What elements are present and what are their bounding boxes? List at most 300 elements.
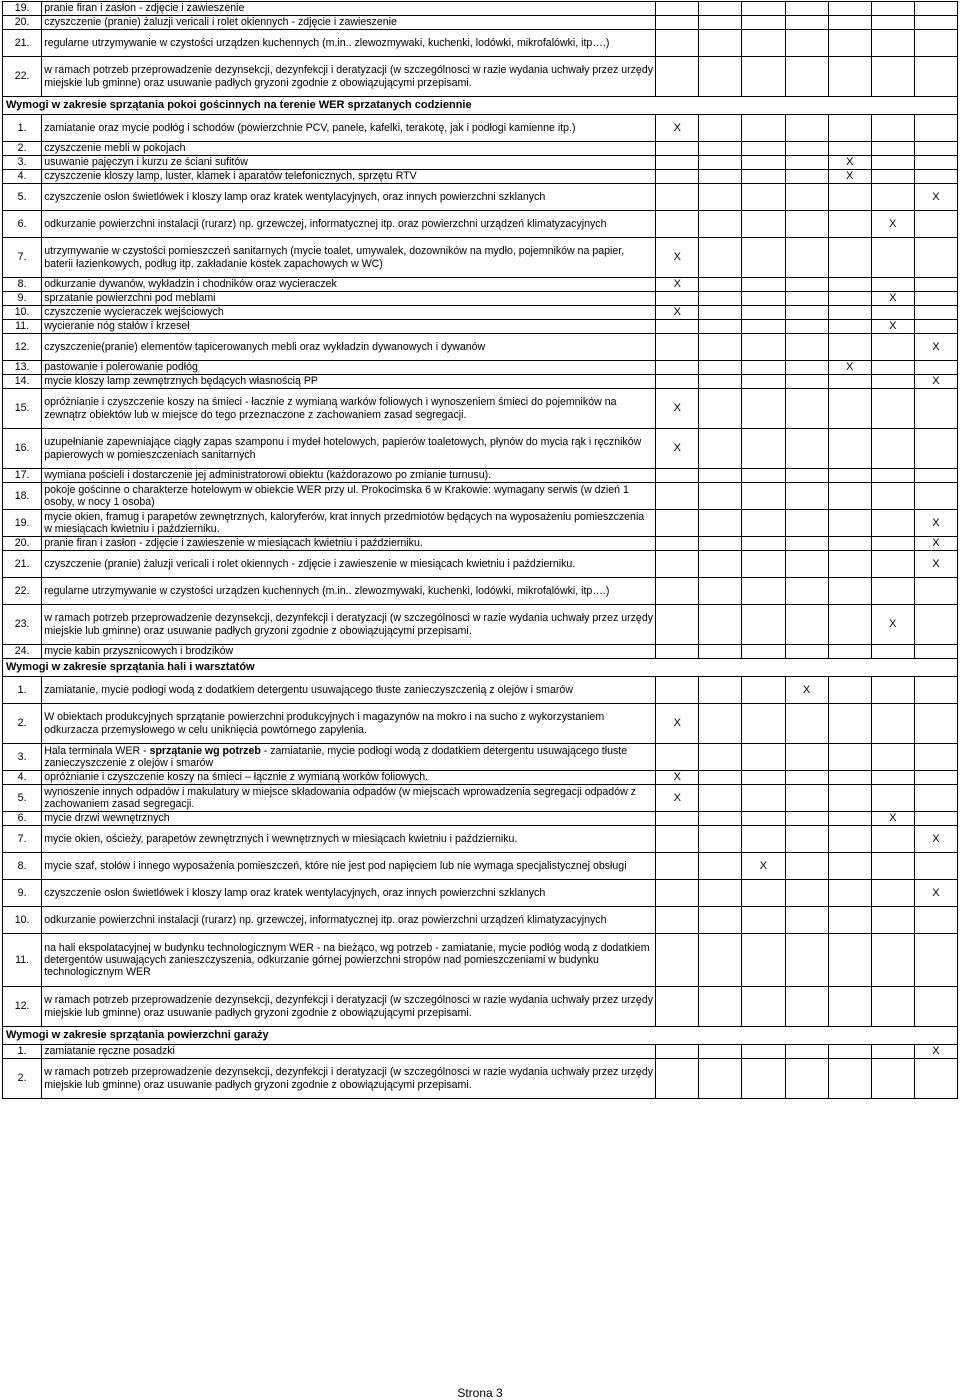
frequency-mark: X: [914, 551, 957, 578]
row-number: 7.: [3, 826, 42, 853]
frequency-cell: [914, 677, 957, 704]
row-number: 1.: [3, 677, 42, 704]
row-description: [42, 744, 656, 771]
row-number: 12.: [3, 987, 42, 1027]
frequency-cell: [914, 115, 957, 142]
section-header-row: [3, 97, 958, 115]
frequency-cell: [656, 156, 699, 170]
description-part: Hala terminala WER -: [44, 744, 150, 757]
requirements-sheet: [2, 1, 958, 1099]
frequency-cell: [785, 1059, 828, 1099]
row-description: mycie kabin przysznicowych i brodzików: [42, 645, 656, 659]
row-number: 13.: [3, 361, 42, 375]
frequency-cell: [656, 812, 699, 826]
frequency-cell: [914, 30, 957, 57]
frequency-cell: [699, 1059, 742, 1099]
frequency-cell: [656, 361, 699, 375]
frequency-mark: X: [656, 771, 699, 785]
frequency-cell: [914, 57, 957, 97]
frequency-cell: [699, 238, 742, 278]
frequency-cell: [742, 771, 785, 785]
frequency-mark: X: [871, 320, 914, 334]
frequency-cell: [699, 334, 742, 361]
frequency-cell: [742, 115, 785, 142]
frequency-mark: X: [871, 812, 914, 826]
frequency-cell: [742, 16, 785, 30]
row-number: 16.: [3, 429, 42, 469]
section-title: Wymogi w zakresie sprzątania pokoi gościnnych na terenie WER sprzatanych codziennie: [3, 97, 958, 115]
frequency-cell: [871, 483, 914, 510]
frequency-cell: [656, 1045, 699, 1059]
row-description: mycie okien, ościeży, parapetów zewnętrznych i wewnętrznych w miesiącach kwietniu i październiku.: [42, 826, 656, 853]
frequency-cell: [742, 156, 785, 170]
frequency-cell: [785, 469, 828, 483]
section-title: Wymogi w zakresie sprzątania powierzchni garaży: [3, 1027, 958, 1045]
frequency-cell: [828, 934, 871, 987]
frequency-cell: [871, 429, 914, 469]
frequency-cell: [742, 429, 785, 469]
frequency-cell: [871, 389, 914, 429]
frequency-cell: [828, 469, 871, 483]
row-number: 22.: [3, 57, 42, 97]
row-number: 20.: [3, 16, 42, 30]
frequency-cell: [785, 785, 828, 812]
frequency-cell: [699, 306, 742, 320]
row-description: czyszczenie kloszy lamp, luster, klamek i aparatów telefonicznych, sprzętu RTV: [42, 170, 656, 184]
row-description: opróżnianie i czyszczenie koszy na śmieci – łącznie z wymianą worków foliowych.: [42, 771, 656, 785]
row-description: sprzatanie powierzchni pod meblami: [42, 292, 656, 306]
frequency-cell: [785, 826, 828, 853]
row-description: czyszczenie wycieraczek wejściowych: [42, 306, 656, 320]
frequency-cell: [785, 30, 828, 57]
frequency-cell: [699, 853, 742, 880]
row-description: na hali ekspolatacyjnej w budynku technologicznym WER - na bieżąco, wg potrzeb - zamiatanie, mycie podłóg wodą z dodatkiem detergentów usuwających zanieszczyszenia, odkurzanie górnej powierzchni stropów nad pomieszczeniami w budynku technologicznym WER: [42, 934, 656, 987]
frequency-cell: [914, 853, 957, 880]
frequency-cell: [785, 771, 828, 785]
frequency-cell: [785, 142, 828, 156]
frequency-cell: [785, 551, 828, 578]
frequency-cell: [699, 605, 742, 645]
frequency-cell: [699, 771, 742, 785]
table-row: [3, 785, 958, 812]
row-number: 3.: [3, 156, 42, 170]
frequency-cell: [656, 880, 699, 907]
frequency-cell: [785, 170, 828, 184]
row-description: opróżnianie i czyszczenie koszy na śmieci - łacznie z wymianą warków foliowych i wynoszeniem śmieci do pojemników na zewnątrz obiektów lub w miejsce do tego przeznaczone z zachowaniem zasad segregacji.: [42, 389, 656, 429]
row-description: pranie firan i zasłon - zdjęcie i zawieszenie: [42, 2, 656, 16]
frequency-cell: [871, 907, 914, 934]
frequency-cell: [742, 469, 785, 483]
row-description: mycie drzwi wewnętrznych: [42, 812, 656, 826]
frequency-cell: [656, 334, 699, 361]
frequency-cell: [785, 1045, 828, 1059]
frequency-cell: [785, 334, 828, 361]
frequency-cell: [914, 934, 957, 987]
row-description: w ramach potrzeb przeprowadzenie dezynsekcji, dezynfekcji i deratyzacji (w szczególnosci w razie wydania uchwały przez urzędy miejskie lub gminne) oraz usuwanie padłych gryzoni zgodnie z obowiązującymi przepisami.: [42, 605, 656, 645]
frequency-cell: [785, 704, 828, 744]
frequency-cell: [742, 2, 785, 16]
row-number: 11.: [3, 320, 42, 334]
row-description: czyszczenie (pranie) żaluzji vericali i rolet okiennych - zdjęcie i zawieszenie: [42, 16, 656, 30]
frequency-cell: [828, 785, 871, 812]
frequency-cell: [828, 744, 871, 771]
frequency-cell: [699, 469, 742, 483]
frequency-cell: [871, 934, 914, 987]
frequency-cell: [871, 278, 914, 292]
row-description: uzupełnianie zapewniające ciągły zapas szamponu i mydeł hotelowych, papierów toaletowych, płynów do mycia rąk i ręczników papierowych w pomieszczeniach sanitarnych: [42, 429, 656, 469]
frequency-cell: [699, 880, 742, 907]
frequency-cell: [742, 744, 785, 771]
frequency-cell: [699, 826, 742, 853]
frequency-cell: [871, 469, 914, 483]
frequency-cell: [828, 1059, 871, 1099]
frequency-cell: [742, 677, 785, 704]
table-row: [3, 880, 958, 907]
frequency-cell: [828, 853, 871, 880]
frequency-cell: [871, 361, 914, 375]
frequency-cell: [742, 320, 785, 334]
frequency-cell: [742, 1045, 785, 1059]
frequency-cell: [828, 306, 871, 320]
frequency-mark: X: [785, 677, 828, 704]
row-number: 8.: [3, 278, 42, 292]
row-description: zamiatanie, mycie podłogi wodą z dodatkiem detergentu usuwającego tłuste zanieczyszczenią z olejów i smarów: [42, 677, 656, 704]
frequency-cell: [785, 987, 828, 1027]
frequency-cell: [699, 537, 742, 551]
table-row: [3, 334, 958, 361]
frequency-cell: [828, 115, 871, 142]
frequency-cell: [742, 278, 785, 292]
frequency-cell: [742, 306, 785, 320]
table-row: [3, 1045, 958, 1059]
frequency-cell: [742, 812, 785, 826]
row-description: mycie okien, framug i parapetów zewnętrznych, kaloryferów, krat innych przedmiotów będących na wyposażeniu pomieszczenia w miesiącach kwietniu i październiku.: [42, 510, 656, 537]
frequency-cell: [699, 812, 742, 826]
row-description: usuwanie pajęczyn i kurzu ze ściani sufitów: [42, 156, 656, 170]
frequency-cell: [699, 987, 742, 1027]
frequency-cell: [871, 578, 914, 605]
frequency-cell: [785, 278, 828, 292]
row-number: 24.: [3, 645, 42, 659]
frequency-cell: [914, 907, 957, 934]
description-emphasis: sprzątanie wg potrzeb: [149, 744, 261, 757]
row-number: 19.: [3, 510, 42, 537]
table-row: [3, 292, 958, 306]
frequency-cell: [785, 16, 828, 30]
frequency-mark: X: [656, 429, 699, 469]
row-description: w ramach potrzeb przeprowadzenie dezynsekcji, dezynfekcji i deratyzacji (w szczególnosci w razie wydania uchwały przez urzędy miejskie lub gminne) oraz usuwanie padłych gryzoni zgodnie z obowiązującymi przepisami.: [42, 1059, 656, 1099]
row-number: 10.: [3, 306, 42, 320]
frequency-cell: [914, 278, 957, 292]
frequency-cell: [742, 292, 785, 306]
frequency-cell: [742, 645, 785, 659]
row-description: wymiana pościeli i dostarczenie jej administratorowi obiektu (każdorazowo po zmianie turnusu).: [42, 469, 656, 483]
frequency-cell: [699, 1045, 742, 1059]
frequency-cell: [828, 278, 871, 292]
frequency-cell: [656, 744, 699, 771]
row-description: odkurzanie powierzchni instalacji (rurarz) np. grzewczej, informatycznej itp. oraz powierzchni urządzeń klimatyzacyjnych: [42, 907, 656, 934]
row-description: w ramach potrzeb przeprowadzenie dezynsekcji, dezynfekcji i deratyzacji (w szczególnosci w razie wydania uchwały przez urzędy miejskie lub gminne) oraz usuwanie padłych gryzoni zgodnie z obowiązującymi przepisami.: [42, 987, 656, 1027]
frequency-cell: [828, 645, 871, 659]
table-row: [3, 211, 958, 238]
frequency-cell: [742, 551, 785, 578]
frequency-mark: X: [871, 605, 914, 645]
frequency-cell: [699, 934, 742, 987]
table-row: [3, 645, 958, 659]
frequency-cell: [742, 57, 785, 97]
frequency-cell: [871, 184, 914, 211]
frequency-cell: [914, 469, 957, 483]
frequency-cell: [699, 429, 742, 469]
frequency-cell: [828, 880, 871, 907]
frequency-cell: [871, 238, 914, 278]
frequency-cell: [785, 605, 828, 645]
row-description: wycieranie nóg stałów i krzeseł: [42, 320, 656, 334]
frequency-cell: [656, 211, 699, 238]
frequency-cell: [914, 292, 957, 306]
row-number: 12.: [3, 334, 42, 361]
frequency-cell: [742, 389, 785, 429]
row-description: zamiatanie oraz mycie podłóg i schodów (powierzchnie PCV, panele, kafelki, terakotę, jak i podłogi kamienne itp.): [42, 115, 656, 142]
frequency-cell: [914, 744, 957, 771]
table-row: [3, 605, 958, 645]
frequency-cell: [742, 30, 785, 57]
frequency-cell: [914, 306, 957, 320]
frequency-cell: [699, 785, 742, 812]
frequency-cell: [914, 16, 957, 30]
frequency-cell: [656, 483, 699, 510]
frequency-cell: [871, 510, 914, 537]
frequency-cell: [785, 744, 828, 771]
frequency-cell: [828, 334, 871, 361]
row-number: 5.: [3, 785, 42, 812]
frequency-cell: [871, 826, 914, 853]
frequency-mark: X: [828, 361, 871, 375]
frequency-cell: [914, 704, 957, 744]
frequency-cell: [871, 853, 914, 880]
page-footer: Strona 3: [457, 1386, 503, 1400]
frequency-cell: [742, 142, 785, 156]
frequency-cell: [785, 184, 828, 211]
frequency-cell: [828, 677, 871, 704]
frequency-mark: X: [914, 334, 957, 361]
row-description: zamiatanie ręczne posadzki: [42, 1045, 656, 1059]
frequency-cell: [699, 278, 742, 292]
frequency-cell: [785, 429, 828, 469]
table-row: [3, 704, 958, 744]
frequency-cell: [871, 645, 914, 659]
table-row: [3, 677, 958, 704]
frequency-cell: [656, 934, 699, 987]
table-row: [3, 469, 958, 483]
row-description: mycie kloszy lamp zewnętrznych będących własnością PP: [42, 375, 656, 389]
row-number: 20.: [3, 537, 42, 551]
row-description: odkurzanie powierzchni instalacji (rurarz) np. grzewczej, informatycznej itp. oraz powierzchni urządzeń klimatyzacyjnych: [42, 211, 656, 238]
frequency-cell: [914, 142, 957, 156]
frequency-cell: [656, 170, 699, 184]
frequency-cell: [656, 1059, 699, 1099]
frequency-cell: [828, 483, 871, 510]
row-description: mycie szaf, stołów i innego wyposażenia pomieszczeń, które nie jest pod napięciem lub nie wymaga specjalistycznej obsługi: [42, 853, 656, 880]
frequency-cell: [828, 551, 871, 578]
table-row: [3, 853, 958, 880]
frequency-cell: [828, 771, 871, 785]
table-row: [3, 987, 958, 1027]
frequency-cell: [828, 537, 871, 551]
frequency-cell: [871, 170, 914, 184]
frequency-cell: [699, 645, 742, 659]
table-row: [3, 537, 958, 551]
table-row: [3, 156, 958, 170]
frequency-cell: [828, 142, 871, 156]
table-row: [3, 115, 958, 142]
row-number: 6.: [3, 211, 42, 238]
row-description: czyszczenie (pranie) żaluzji vericali i rolet okiennych - zdjęcie i zawieszenie w miesiącach kwietniu i październiku.: [42, 551, 656, 578]
frequency-cell: [785, 812, 828, 826]
frequency-cell: [656, 375, 699, 389]
frequency-cell: [785, 211, 828, 238]
frequency-cell: [699, 677, 742, 704]
frequency-cell: [914, 320, 957, 334]
frequency-cell: [828, 1045, 871, 1059]
frequency-cell: [656, 907, 699, 934]
row-number: 7.: [3, 238, 42, 278]
frequency-cell: [785, 306, 828, 320]
frequency-cell: [656, 16, 699, 30]
frequency-cell: [871, 334, 914, 361]
frequency-cell: [914, 389, 957, 429]
table-row: [3, 510, 958, 537]
frequency-cell: [871, 306, 914, 320]
frequency-mark: X: [871, 211, 914, 238]
frequency-cell: [742, 361, 785, 375]
frequency-cell: [699, 142, 742, 156]
table-row: [3, 142, 958, 156]
frequency-cell: [828, 57, 871, 97]
frequency-cell: [656, 57, 699, 97]
table-row: [3, 184, 958, 211]
row-number: 21.: [3, 551, 42, 578]
row-number: 9.: [3, 880, 42, 907]
frequency-cell: [742, 510, 785, 537]
row-number: 21.: [3, 30, 42, 57]
row-number: 4.: [3, 771, 42, 785]
frequency-cell: [656, 2, 699, 16]
table-row: [3, 578, 958, 605]
frequency-cell: [871, 57, 914, 97]
row-description: regularne utrzymywanie w czystości urządzen kuchennych (m.in.. zlewozmywaki, kuchenki, lodówki, mikrofalówki, itp….): [42, 578, 656, 605]
frequency-cell: [871, 142, 914, 156]
frequency-mark: X: [914, 375, 957, 389]
frequency-cell: [871, 375, 914, 389]
table-row: [3, 551, 958, 578]
frequency-cell: [828, 184, 871, 211]
frequency-cell: [871, 1059, 914, 1099]
row-description: odkurzanie dywanów, wykładzin i chodników oraz wycieraczek: [42, 278, 656, 292]
cleaning-requirements-table: [2, 1, 958, 1099]
row-number: 14.: [3, 375, 42, 389]
frequency-cell: [742, 170, 785, 184]
frequency-cell: [871, 987, 914, 1027]
frequency-cell: [742, 704, 785, 744]
row-description: pokoje gościnne o charakterze hotelowym w obiekcie WER przy ul. Prokocimska 6 w Krakowie: wymagany serwis (w dzień 1 osoby, w nocy 1 osoba): [42, 483, 656, 510]
frequency-cell: [742, 934, 785, 987]
frequency-mark: X: [828, 156, 871, 170]
row-number: 19.: [3, 2, 42, 16]
frequency-cell: [871, 744, 914, 771]
frequency-cell: [656, 292, 699, 306]
frequency-cell: [699, 704, 742, 744]
frequency-cell: [699, 2, 742, 16]
row-description: wynoszenie innych odpadów i makulatury w miejsce składowania odpadów (w miejscach wprowadzenia segregacji odpadów z zachowaniem zasad segregacji.: [42, 785, 656, 812]
row-description: regularne utrzymywanie w czystości urządzen kuchennych (m.in.. zlewozmywaki, kuchenki, lodówki, mikrofalówki, itp….): [42, 30, 656, 57]
row-number: 1.: [3, 1045, 42, 1059]
row-description: W obiektach produkcyjnych sprzątanie powierzchni produkcyjnych i magazynów na mokro i na sucho z wykorzystaniem odkurzacza przemysłowego w celu uniknięcia powtórnego zapylenia.: [42, 704, 656, 744]
row-description: pranie firan i zasłon - zdjęcie i zawieszenie w miesiącach kwietniu i październiku.: [42, 537, 656, 551]
frequency-cell: [871, 2, 914, 16]
frequency-cell: [785, 853, 828, 880]
frequency-cell: [699, 115, 742, 142]
section-title: Wymogi w zakresie sprzątania hali i warsztatów: [3, 659, 958, 677]
frequency-cell: [914, 605, 957, 645]
frequency-cell: [871, 551, 914, 578]
frequency-cell: [914, 156, 957, 170]
frequency-cell: [656, 142, 699, 156]
row-description: czyszczenie osłon świetlówek i kloszy lamp oraz kratek wentylacyjnych, oraz innych powierzchni szklanych: [42, 184, 656, 211]
table-row: [3, 170, 958, 184]
frequency-cell: [742, 375, 785, 389]
frequency-mark: X: [828, 170, 871, 184]
frequency-mark: X: [656, 306, 699, 320]
row-number: 6.: [3, 812, 42, 826]
row-number: 9.: [3, 292, 42, 306]
frequency-cell: [871, 115, 914, 142]
frequency-cell: [828, 812, 871, 826]
frequency-cell: [914, 771, 957, 785]
table-row: [3, 57, 958, 97]
frequency-cell: [785, 2, 828, 16]
frequency-cell: [828, 211, 871, 238]
row-number: 8.: [3, 853, 42, 880]
frequency-cell: [699, 156, 742, 170]
frequency-cell: [699, 578, 742, 605]
frequency-mark: X: [656, 115, 699, 142]
frequency-cell: [699, 375, 742, 389]
frequency-cell: [914, 483, 957, 510]
frequency-cell: [656, 184, 699, 211]
frequency-cell: [699, 16, 742, 30]
table-row: [3, 306, 958, 320]
frequency-cell: [699, 57, 742, 97]
frequency-cell: [828, 704, 871, 744]
frequency-cell: [742, 578, 785, 605]
frequency-mark: X: [914, 826, 957, 853]
frequency-cell: [828, 30, 871, 57]
frequency-cell: [871, 771, 914, 785]
table-row: [3, 278, 958, 292]
frequency-cell: [785, 375, 828, 389]
frequency-cell: [742, 1059, 785, 1099]
frequency-mark: X: [914, 880, 957, 907]
frequency-cell: [742, 826, 785, 853]
frequency-cell: [785, 907, 828, 934]
frequency-cell: [656, 578, 699, 605]
table-row: [3, 771, 958, 785]
row-number: 2.: [3, 142, 42, 156]
row-number: 5.: [3, 184, 42, 211]
frequency-cell: [656, 826, 699, 853]
row-number: 23.: [3, 605, 42, 645]
